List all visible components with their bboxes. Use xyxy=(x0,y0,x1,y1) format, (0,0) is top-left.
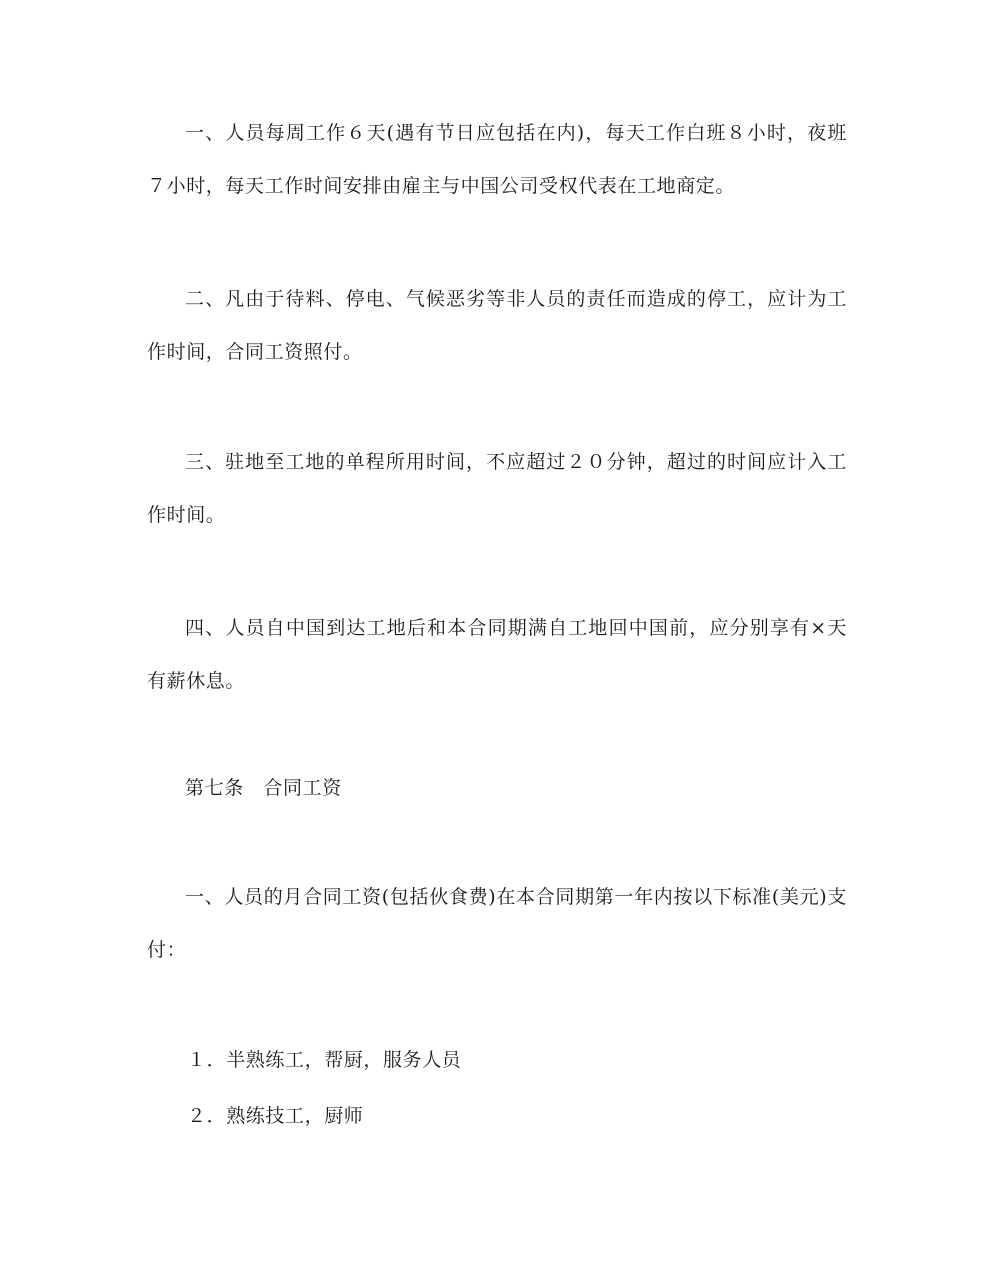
list-item: １．半熟练工，帮厨，服务人员 xyxy=(187,1049,462,1071)
paragraph-commute: 三、驻地至工地的单程所用时间，不应超过２０分钟，超过的时间应计入工作时间。 xyxy=(147,451,847,526)
paragraph-stoppage: 二、凡由于待料、停电、气候恶劣等非人员的责任而造成的停工，应计为工作时间，合同工资照付。 xyxy=(147,288,847,363)
paragraph-work-hours: 一、人员每周工作６天(遇有节日应包括在内)，每天工作白班８小时，夜班７小时，每天工作时间安排由雇主与中国公司受权代表在工地商定。 xyxy=(147,122,847,197)
paragraph-paid-rest: 四、人员自中国到达工地后和本合同期满自工地回中国前，应分别享有×天有薪休息。 xyxy=(147,617,847,692)
paragraph-monthly-wage: 一、人员的月合同工资(包括伙食费)在本合同期第一年内按以下标准(美元)支付： xyxy=(147,886,847,961)
article-heading: 第七条 合同工资 xyxy=(185,777,342,799)
list-item: ２．熟练技工，厨师 xyxy=(187,1105,364,1127)
